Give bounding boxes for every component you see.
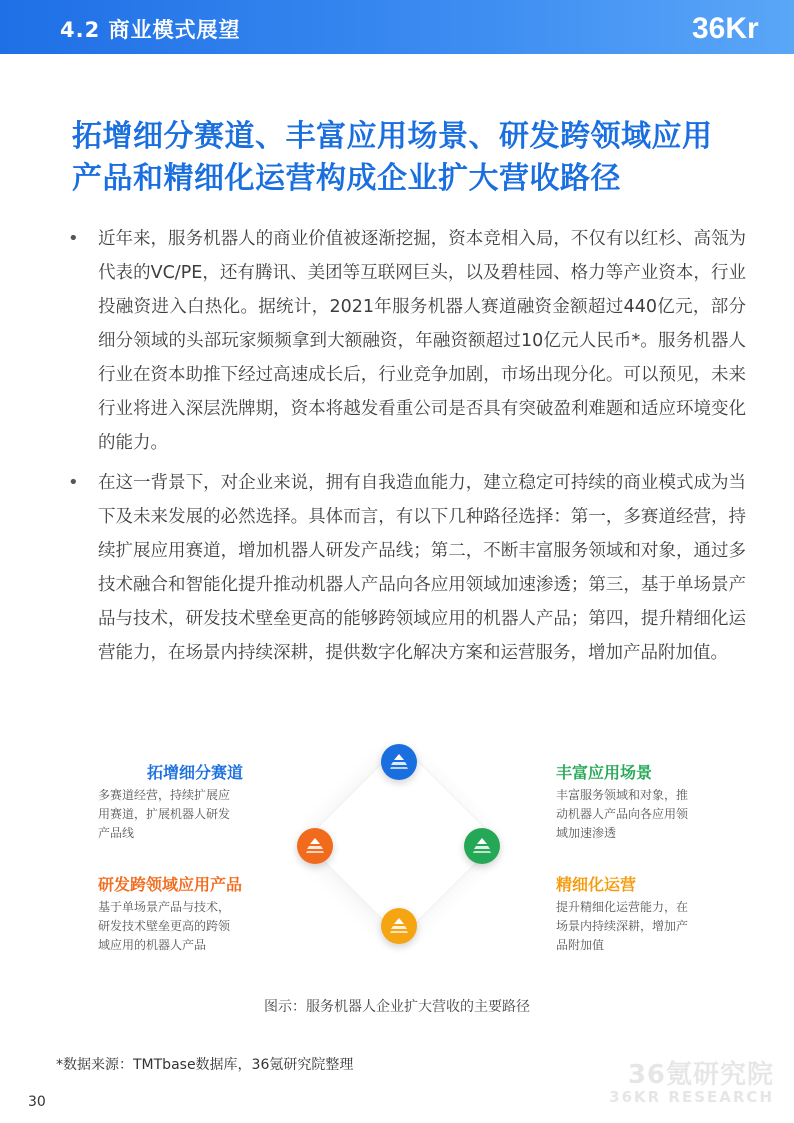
page-headline: 拓增细分赛道、丰富应用场景、研发跨领域应用产品和精细化运营构成企业扩大营收路径 <box>72 119 713 196</box>
desc-line: 用赛道，扩展机器人研发 <box>98 807 231 821</box>
data-source-footnote: *数据来源：TMTbase数据库，36氪研究院整理 <box>56 1057 354 1073</box>
path-desc-cross-domain <box>98 898 258 955</box>
desc-line: 品附加值 <box>556 938 605 952</box>
desc-line: 产品线 <box>98 826 135 840</box>
page-number: 30 <box>28 1094 46 1110</box>
brand-logo-text: 36Kr <box>692 12 759 45</box>
brand-logo <box>684 4 794 54</box>
layers-icon-blue <box>381 744 417 780</box>
path-desc-segments <box>98 786 258 843</box>
layers-icon-green <box>464 828 500 864</box>
path-desc-scenarios <box>556 786 716 843</box>
section-title: 4.2 商业模式展望 <box>60 18 241 42</box>
desc-line: 基于单场景产品与技术， <box>98 900 231 914</box>
path-desc-operations <box>556 898 716 955</box>
bullet-list <box>66 222 746 676</box>
bullet-text: 在这一背景下，对企业来说，拥有自我造血能力，建立稳定可持续的商业模式成为当下及未来发展的必然选择。具体而言，有以下几种路径选择：第一，多赛道经营，持续扩展应用赛道，增加机器人研发产品线；第二，不断丰富服务领域和对象，通过多技术融合和智能化提升推动机器人产品向各应用领域加速渗透；第三，基于单场景产品与技术，研发技术壁垒更高的能够跨领域应用的机器人产品；第四，提升精细化运营能力，在场景内持续深耕，提供数字化解决方案和运营服务，增加产品附加值。 <box>98 473 746 663</box>
layers-icon-yellow <box>381 908 417 944</box>
desc-line: 提升精细化运营能力，在 <box>556 900 689 914</box>
path-title-segments: 拓增细分赛道 <box>147 763 244 782</box>
bullet-item-1 <box>66 222 746 460</box>
desc-line: 研发技术壁垒更高的跨领 <box>98 919 231 933</box>
revenue-paths-diagram <box>0 730 794 970</box>
desc-line: 丰富服务领域和对象，推 <box>556 788 689 802</box>
desc-line: 场景内持续深耕，增加产 <box>556 919 689 933</box>
path-title-cross-domain: 研发跨领域应用产品 <box>98 875 243 894</box>
bullet-text: 近年来，服务机器人的商业价值被逐渐挖掘，资本竞相入局，不仅有以红杉、高瓴为代表的VC/PE，还有腾讯、美团等互联网巨头，以及碧桂园、格力等产业资本，行业投融资进入白热化。据统计，2021年服务机器人赛道融资金额超过440亿元，部分细分领域的头部玩家频频拿到大额融资，年融资额超过10亿元人民币*。服务机器人行业在资本助推下经过高速成长后，行业竞争加剧，市场出现分化。可以预见，未来行业将进入深层洗牌期，资本将越发看重公司是否具有突破盈利难题和适应环境变化的能力。 <box>98 229 746 453</box>
layers-icon-orange <box>297 828 333 864</box>
watermark-cn: 36氪研究院 <box>627 1060 774 1090</box>
bullet-marker: • <box>68 228 79 249</box>
desc-line: 多赛道经营，持续扩展应 <box>98 788 231 802</box>
header-bar <box>0 0 794 54</box>
desc-line: 动机器人产品向各应用领 <box>556 807 689 821</box>
watermark-en: 36KR RESEARCH <box>609 1088 774 1106</box>
bullet-marker: • <box>68 472 79 493</box>
bullet-item-2 <box>66 466 746 670</box>
desc-line: 域应用的机器人产品 <box>98 938 207 952</box>
path-title-scenarios: 丰富应用场景 <box>556 763 653 782</box>
path-title-operations: 精细化运营 <box>556 875 637 894</box>
figure-caption: 图示：服务机器人企业扩大营收的主要路径 <box>264 999 530 1015</box>
desc-line: 域加速渗透 <box>556 826 617 840</box>
